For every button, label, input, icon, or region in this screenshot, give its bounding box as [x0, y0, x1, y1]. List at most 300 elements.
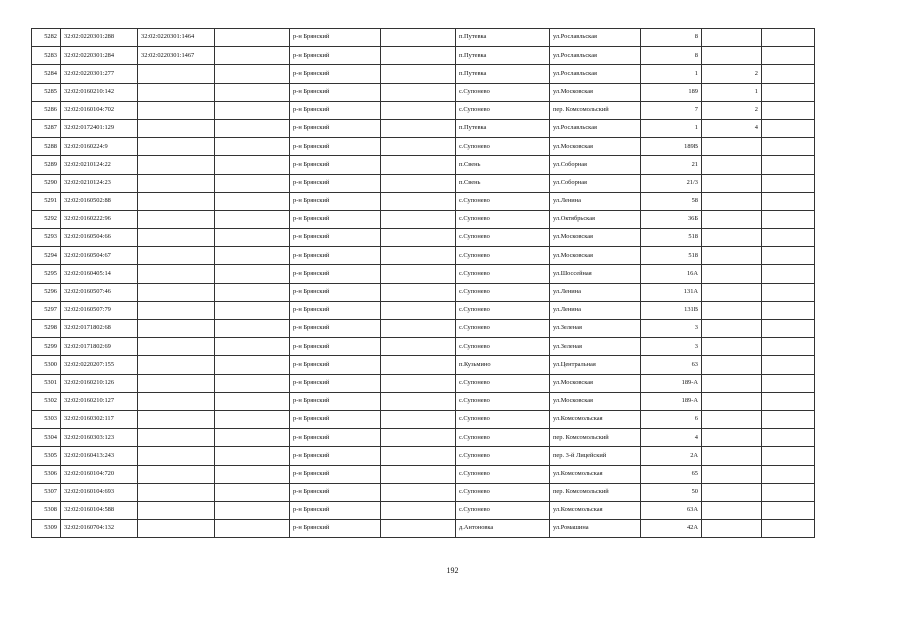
apartment-cell: [702, 138, 762, 156]
street-cell: ул.Ромашина: [550, 520, 641, 538]
cadastral-number-cell: 32:02:0210124:22: [61, 156, 138, 174]
row-number-cell: 5309: [32, 520, 61, 538]
street-cell: ул.Московская: [550, 247, 641, 265]
apartment-cell: [702, 320, 762, 338]
row-number-cell: 5303: [32, 410, 61, 428]
cadastral-number-cell: 32:02:0171802:68: [61, 320, 138, 338]
empty-cell: [762, 447, 815, 465]
row-number-cell: 5304: [32, 429, 61, 447]
previous-number-cell: [138, 229, 215, 247]
cadastral-number-cell: 32:02:0160104:693: [61, 483, 138, 501]
locality-cell: с.Супонево: [456, 101, 550, 119]
house-number-cell: 3: [641, 338, 702, 356]
locality-cell: п.Путевка: [456, 119, 550, 137]
row-number-cell: 5285: [32, 83, 61, 101]
empty-cell: [762, 356, 815, 374]
empty-cell: [381, 320, 456, 338]
apartment-cell: [702, 301, 762, 319]
apartment-cell: [702, 247, 762, 265]
row-number-cell: 5307: [32, 483, 61, 501]
street-cell: ул.Комсомольская: [550, 465, 641, 483]
district-cell: р-н Брянский: [290, 501, 381, 519]
apartment-cell: [702, 229, 762, 247]
apartment-cell: [702, 410, 762, 428]
cadastral-number-cell: 32:02:0160405:14: [61, 265, 138, 283]
locality-cell: с.Супонево: [456, 465, 550, 483]
empty-cell: [215, 29, 290, 47]
cadastral-number-cell: 32:02:0160507:79: [61, 301, 138, 319]
empty-cell: [381, 156, 456, 174]
row-number-cell: 5301: [32, 374, 61, 392]
table-row: [32, 320, 815, 338]
empty-cell: [381, 501, 456, 519]
apartment-cell: [702, 374, 762, 392]
locality-cell: с.Супонево: [456, 392, 550, 410]
district-cell: р-н Брянский: [290, 392, 381, 410]
district-cell: р-н Брянский: [290, 101, 381, 119]
empty-cell: [762, 320, 815, 338]
empty-cell: [381, 192, 456, 210]
empty-cell: [762, 301, 815, 319]
row-number-cell: 5293: [32, 229, 61, 247]
table-row: [32, 429, 815, 447]
empty-cell: [215, 192, 290, 210]
row-number-cell: 5282: [32, 29, 61, 47]
house-number-cell: 4: [641, 429, 702, 447]
street-cell: ул.Московская: [550, 83, 641, 101]
previous-number-cell: [138, 301, 215, 319]
district-cell: р-н Брянский: [290, 283, 381, 301]
cadastral-number-cell: 32:02:0160104:702: [61, 101, 138, 119]
apartment-cell: [702, 156, 762, 174]
district-cell: р-н Брянский: [290, 338, 381, 356]
apartment-cell: [702, 192, 762, 210]
house-number-cell: 8: [641, 29, 702, 47]
empty-cell: [215, 138, 290, 156]
locality-cell: п.Путевка: [456, 29, 550, 47]
district-cell: р-н Брянский: [290, 301, 381, 319]
locality-cell: с.Супонево: [456, 265, 550, 283]
locality-cell: д.Антоновка: [456, 520, 550, 538]
locality-cell: п.Путевка: [456, 65, 550, 83]
district-cell: р-н Брянский: [290, 410, 381, 428]
row-number-cell: 5299: [32, 338, 61, 356]
locality-cell: с.Супонево: [456, 483, 550, 501]
cadastral-number-cell: 32:02:0160502:88: [61, 192, 138, 210]
cadastral-number-cell: 32:02:0160224:9: [61, 138, 138, 156]
house-number-cell: 189В: [641, 138, 702, 156]
page-number: 192: [446, 566, 459, 575]
cadastral-number-cell: 32:02:0171802:69: [61, 338, 138, 356]
empty-cell: [381, 265, 456, 283]
empty-cell: [381, 338, 456, 356]
district-cell: р-н Брянский: [290, 47, 381, 65]
table-row: [32, 247, 815, 265]
house-number-cell: 50: [641, 483, 702, 501]
table-row: [32, 119, 815, 137]
empty-cell: [762, 265, 815, 283]
empty-cell: [215, 210, 290, 228]
previous-number-cell: [138, 338, 215, 356]
cadastral-number-cell: 32:02:0160222:96: [61, 210, 138, 228]
cadastral-number-cell: 32:02:0160303:123: [61, 429, 138, 447]
cadastral-number-cell: 32:02:0160704:132: [61, 520, 138, 538]
cadastral-number-cell: 32:02:0160302:117: [61, 410, 138, 428]
district-cell: р-н Брянский: [290, 520, 381, 538]
empty-cell: [215, 47, 290, 65]
locality-cell: с.Супонево: [456, 320, 550, 338]
table-row: [32, 156, 815, 174]
empty-cell: [762, 101, 815, 119]
previous-number-cell: [138, 192, 215, 210]
table-row: [32, 392, 815, 410]
cadastral-number-cell: 32:02:0160104:720: [61, 465, 138, 483]
house-number-cell: 2А: [641, 447, 702, 465]
row-number-cell: 5286: [32, 101, 61, 119]
apartment-cell: [702, 465, 762, 483]
previous-number-cell: [138, 210, 215, 228]
table-row: [32, 265, 815, 283]
house-number-cell: 131А: [641, 283, 702, 301]
locality-cell: п.Кузьмино: [456, 356, 550, 374]
empty-cell: [762, 119, 815, 137]
locality-cell: с.Супонево: [456, 429, 550, 447]
street-cell: пер. Комсомольский: [550, 101, 641, 119]
row-number-cell: 5290: [32, 174, 61, 192]
district-cell: р-н Брянский: [290, 465, 381, 483]
empty-cell: [762, 501, 815, 519]
locality-cell: с.Супонево: [456, 374, 550, 392]
locality-cell: п.Свень: [456, 174, 550, 192]
street-cell: ул.Ленина: [550, 283, 641, 301]
house-number-cell: 3: [641, 320, 702, 338]
apartment-cell: 4: [702, 119, 762, 137]
locality-cell: с.Супонево: [456, 501, 550, 519]
house-number-cell: 65: [641, 465, 702, 483]
previous-number-cell: [138, 392, 215, 410]
table-row: [32, 283, 815, 301]
table-row: [32, 229, 815, 247]
empty-cell: [215, 429, 290, 447]
street-cell: ул.Московская: [550, 374, 641, 392]
row-number-cell: 5297: [32, 301, 61, 319]
cadastral-number-cell: 32:02:0160210:127: [61, 392, 138, 410]
table-row: [32, 465, 815, 483]
locality-cell: с.Супонево: [456, 447, 550, 465]
apartment-cell: 1: [702, 83, 762, 101]
house-number-cell: 63А: [641, 501, 702, 519]
empty-cell: [762, 410, 815, 428]
district-cell: р-н Брянский: [290, 247, 381, 265]
row-number-cell: 5288: [32, 138, 61, 156]
empty-cell: [381, 483, 456, 501]
table-row: [32, 410, 815, 428]
row-number-cell: 5296: [32, 283, 61, 301]
empty-cell: [215, 247, 290, 265]
empty-cell: [381, 47, 456, 65]
empty-cell: [381, 429, 456, 447]
street-cell: ул.Шоссейная: [550, 265, 641, 283]
empty-cell: [215, 265, 290, 283]
table-row: [32, 138, 815, 156]
empty-cell: [762, 229, 815, 247]
table-row: [32, 356, 815, 374]
table-row: [32, 301, 815, 319]
house-number-cell: 16А: [641, 265, 702, 283]
previous-number-cell: [138, 101, 215, 119]
cadastral-number-cell: 32:02:0210124:23: [61, 174, 138, 192]
house-number-cell: 131В: [641, 301, 702, 319]
apartment-cell: [702, 520, 762, 538]
empty-cell: [381, 29, 456, 47]
street-cell: ул.Московская: [550, 229, 641, 247]
district-cell: р-н Брянский: [290, 192, 381, 210]
house-number-cell: 8: [641, 47, 702, 65]
previous-number-cell: 32:02:0220301:1464: [138, 29, 215, 47]
street-cell: ул.Зеленая: [550, 320, 641, 338]
cadastral-number-cell: 32:02:0160210:126: [61, 374, 138, 392]
district-cell: р-н Брянский: [290, 447, 381, 465]
table-row: [32, 210, 815, 228]
district-cell: р-н Брянский: [290, 320, 381, 338]
district-cell: р-н Брянский: [290, 65, 381, 83]
empty-cell: [215, 83, 290, 101]
previous-number-cell: [138, 138, 215, 156]
district-cell: р-н Брянский: [290, 356, 381, 374]
cadastral-number-cell: 32:02:0220301:288: [61, 29, 138, 47]
row-number-cell: 5298: [32, 320, 61, 338]
table-row: [32, 520, 815, 538]
locality-cell: с.Супонево: [456, 83, 550, 101]
apartment-cell: [702, 47, 762, 65]
empty-cell: [381, 119, 456, 137]
empty-cell: [381, 520, 456, 538]
apartment-cell: [702, 210, 762, 228]
district-cell: р-н Брянский: [290, 83, 381, 101]
street-cell: ул.Соборная: [550, 156, 641, 174]
empty-cell: [762, 247, 815, 265]
previous-number-cell: [138, 174, 215, 192]
empty-cell: [381, 83, 456, 101]
locality-cell: с.Супонево: [456, 338, 550, 356]
empty-cell: [215, 356, 290, 374]
district-cell: р-н Брянский: [290, 138, 381, 156]
district-cell: р-н Брянский: [290, 210, 381, 228]
street-cell: ул.Ленина: [550, 192, 641, 210]
previous-number-cell: [138, 119, 215, 137]
locality-cell: с.Супонево: [456, 301, 550, 319]
empty-cell: [215, 374, 290, 392]
street-cell: ул.Соборная: [550, 174, 641, 192]
house-number-cell: 189-А: [641, 392, 702, 410]
house-number-cell: 58: [641, 192, 702, 210]
empty-cell: [215, 520, 290, 538]
locality-cell: с.Супонево: [456, 192, 550, 210]
empty-cell: [762, 47, 815, 65]
empty-cell: [381, 356, 456, 374]
street-cell: пер. 3-й Лицейский: [550, 447, 641, 465]
previous-number-cell: 32:02:0220301:1467: [138, 47, 215, 65]
street-cell: ул.Рославльская: [550, 65, 641, 83]
empty-cell: [215, 174, 290, 192]
previous-number-cell: [138, 483, 215, 501]
house-number-cell: 36Б: [641, 210, 702, 228]
cadastral-number-cell: 32:02:0160504:67: [61, 247, 138, 265]
locality-cell: п.Свень: [456, 156, 550, 174]
district-cell: р-н Брянский: [290, 265, 381, 283]
empty-cell: [381, 247, 456, 265]
previous-number-cell: [138, 283, 215, 301]
row-number-cell: 5283: [32, 47, 61, 65]
row-number-cell: 5295: [32, 265, 61, 283]
row-number-cell: 5284: [32, 65, 61, 83]
empty-cell: [381, 374, 456, 392]
empty-cell: [381, 392, 456, 410]
previous-number-cell: [138, 429, 215, 447]
empty-cell: [381, 283, 456, 301]
street-cell: ул.Московская: [550, 392, 641, 410]
house-number-cell: 42А: [641, 520, 702, 538]
empty-cell: [215, 101, 290, 119]
previous-number-cell: [138, 320, 215, 338]
previous-number-cell: [138, 65, 215, 83]
cadastral-number-cell: 32:02:0172401:129: [61, 119, 138, 137]
cadastral-number-cell: 32:02:0220301:284: [61, 47, 138, 65]
house-number-cell: 21: [641, 156, 702, 174]
table-row: [32, 83, 815, 101]
cadastral-number-cell: 32:02:0160507:46: [61, 283, 138, 301]
empty-cell: [215, 483, 290, 501]
district-cell: р-н Брянский: [290, 119, 381, 137]
locality-cell: с.Супонево: [456, 247, 550, 265]
empty-cell: [215, 338, 290, 356]
empty-cell: [762, 392, 815, 410]
apartment-cell: [702, 483, 762, 501]
empty-cell: [762, 465, 815, 483]
empty-cell: [381, 465, 456, 483]
cadastral-number-cell: 32:02:0160413:243: [61, 447, 138, 465]
table-row: [32, 483, 815, 501]
street-cell: ул.Ленина: [550, 301, 641, 319]
row-number-cell: 5308: [32, 501, 61, 519]
house-number-cell: 518: [641, 229, 702, 247]
apartment-cell: [702, 501, 762, 519]
locality-cell: с.Супонево: [456, 210, 550, 228]
locality-cell: с.Супонево: [456, 410, 550, 428]
street-cell: ул.Московская: [550, 138, 641, 156]
cadastral-number-cell: 32:02:0160210:142: [61, 83, 138, 101]
previous-number-cell: [138, 356, 215, 374]
apartment-cell: [702, 447, 762, 465]
empty-cell: [215, 447, 290, 465]
previous-number-cell: [138, 247, 215, 265]
table-row: [32, 174, 815, 192]
street-cell: ул.Рославльская: [550, 119, 641, 137]
apartment-cell: 2: [702, 101, 762, 119]
house-number-cell: 63: [641, 356, 702, 374]
district-cell: р-н Брянский: [290, 174, 381, 192]
empty-cell: [381, 447, 456, 465]
street-cell: ул.Рославльская: [550, 47, 641, 65]
table-row: [32, 374, 815, 392]
district-cell: р-н Брянский: [290, 374, 381, 392]
table-row: [32, 192, 815, 210]
previous-number-cell: [138, 501, 215, 519]
registry-rows: [32, 29, 815, 538]
empty-cell: [381, 210, 456, 228]
empty-cell: [762, 374, 815, 392]
empty-cell: [215, 156, 290, 174]
apartment-cell: [702, 174, 762, 192]
registry-table: [31, 28, 815, 538]
row-number-cell: 5300: [32, 356, 61, 374]
house-number-cell: 518: [641, 247, 702, 265]
district-cell: р-н Брянский: [290, 429, 381, 447]
table-row: [32, 501, 815, 519]
empty-cell: [762, 338, 815, 356]
street-cell: ул.Октябрьская: [550, 210, 641, 228]
row-number-cell: 5305: [32, 447, 61, 465]
empty-cell: [215, 119, 290, 137]
district-cell: р-н Брянский: [290, 483, 381, 501]
empty-cell: [215, 465, 290, 483]
locality-cell: с.Супонево: [456, 283, 550, 301]
house-number-cell: 21/3: [641, 174, 702, 192]
street-cell: ул.Комсомольская: [550, 410, 641, 428]
apartment-cell: [702, 265, 762, 283]
house-number-cell: 6: [641, 410, 702, 428]
locality-cell: п.Путевка: [456, 47, 550, 65]
apartment-cell: [702, 392, 762, 410]
empty-cell: [215, 392, 290, 410]
house-number-cell: 1: [641, 119, 702, 137]
house-number-cell: 189-А: [641, 374, 702, 392]
cadastral-number-cell: 32:02:0220207:155: [61, 356, 138, 374]
empty-cell: [381, 101, 456, 119]
empty-cell: [762, 83, 815, 101]
table-row: [32, 29, 815, 47]
empty-cell: [762, 65, 815, 83]
house-number-cell: 7: [641, 101, 702, 119]
previous-number-cell: [138, 265, 215, 283]
empty-cell: [762, 429, 815, 447]
house-number-cell: 189: [641, 83, 702, 101]
previous-number-cell: [138, 83, 215, 101]
locality-cell: с.Супонево: [456, 229, 550, 247]
empty-cell: [215, 229, 290, 247]
table-row: [32, 447, 815, 465]
previous-number-cell: [138, 447, 215, 465]
empty-cell: [381, 301, 456, 319]
apartment-cell: [702, 283, 762, 301]
empty-cell: [381, 229, 456, 247]
empty-cell: [762, 210, 815, 228]
row-number-cell: 5289: [32, 156, 61, 174]
empty-cell: [381, 138, 456, 156]
table-row: [32, 65, 815, 83]
empty-cell: [762, 138, 815, 156]
cadastral-number-cell: 32:02:0220301:277: [61, 65, 138, 83]
apartment-cell: 2: [702, 65, 762, 83]
street-cell: пер. Комсомольский: [550, 429, 641, 447]
empty-cell: [215, 283, 290, 301]
street-cell: ул.Центральная: [550, 356, 641, 374]
previous-number-cell: [138, 156, 215, 174]
empty-cell: [762, 156, 815, 174]
empty-cell: [762, 283, 815, 301]
empty-cell: [381, 174, 456, 192]
empty-cell: [762, 520, 815, 538]
